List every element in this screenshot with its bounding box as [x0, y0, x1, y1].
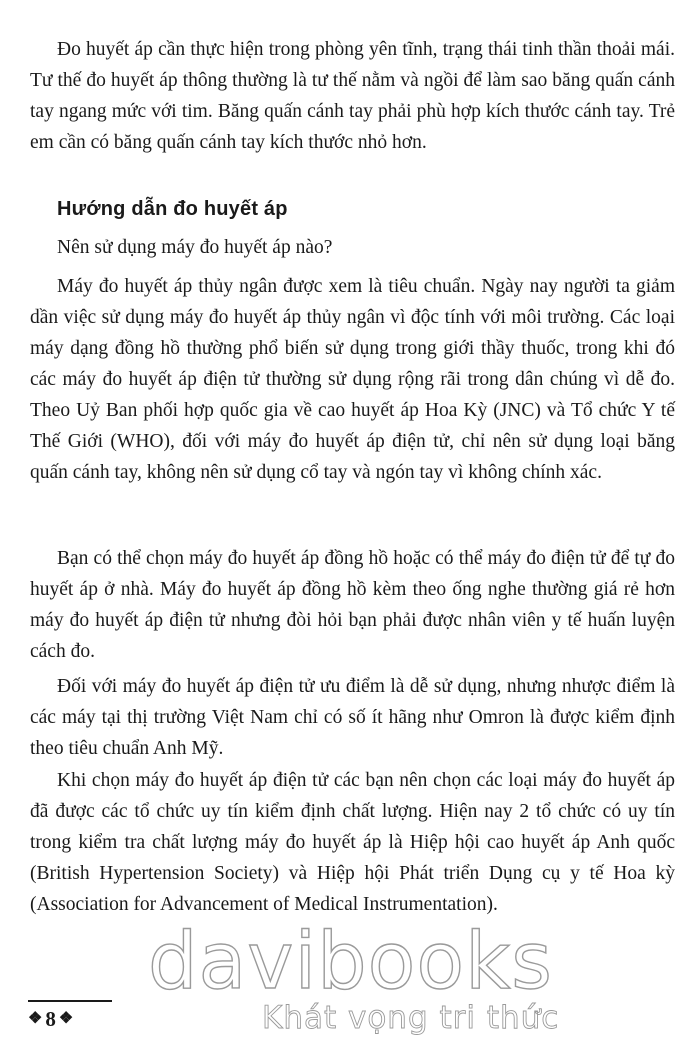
- page-number: 8: [45, 1007, 56, 1031]
- ornament-left-icon: ❖: [28, 1010, 43, 1027]
- ornament-right-icon: ❖: [58, 1010, 74, 1027]
- paragraph-mercury-devices: Máy đo huyết áp thủy ngân được xem là tiêu chuẩn. Ngày nay người ta giảm dần việc sử dụng máy đo huyết áp thủy ngân vì độc tính với môi trường. Các loại máy dạng đồng hồ thường phổ biến sử dụng trong giới thầy thuốc, trong khi đó các máy đo huyết áp điện tử thường sử dụng rộng rãi trong dân chúng vì dễ đo. Theo Uỷ Ban phối hợp quốc gia về cao huyết áp Hoa Kỳ (JNC) và Tổ chức Y tế Thế Giới (WHO), đối với máy đo huyết áp điện tử, chỉ nên sử dụng loại băng quấn cánh tay, không nên sử dụng cổ tay và ngón tay vì không chính xác.: [30, 276, 675, 483]
- section-question: Nên sử dụng máy đo huyết áp nào?: [57, 237, 333, 258]
- section-heading: Hướng dẫn đo huyết áp: [57, 198, 288, 220]
- paragraph-electronic-pros-cons: Đối với máy đo huyết áp điện tử ưu điểm là dễ sử dụng, nhưng nhược điểm là các máy tại thị trường Việt Nam chỉ có số ít hãng như Omron là được kiểm định theo tiêu chuẩn Anh Mỹ.: [30, 676, 675, 759]
- watermark-tagline: Khát vọng tri thức: [262, 1000, 560, 1036]
- paragraph-measurement-conditions: Đo huyết áp cần thực hiện trong phòng yên tĩnh, trạng thái tinh thần thoải mái. Tư thế đo huyết áp thông thường là tư thế nằm và ngồi để làm sao băng quấn cánh tay ngang mức với tim. Băng quấn cánh tay phải phù hợp kích thước cánh tay. Trẻ em cần có băng quấn cánh tay kích thước nhỏ hơn.: [30, 39, 675, 153]
- watermark-brand: davibooks: [148, 917, 553, 1007]
- footer-rule: [28, 1000, 112, 1002]
- paragraph-home-measurement: Bạn có thể chọn máy đo huyết áp đồng hồ hoặc có thể máy đo điện tử để tự đo huyết áp ở nhà. Máy đo huyết áp đồng hồ kèm theo ống nghe thường giá rẻ hơn máy đo huyết áp điện tử nhưng đòi hỏi bạn phải được nhân viên y tế huấn luyện cách đo.: [30, 548, 675, 662]
- paragraph-certification: Khi chọn máy đo huyết áp điện tử các bạn nên chọn các loại máy đo huyết áp đã được các tổ chức uy tín kiểm định chất lượng. Hiện nay 2 tổ chức có uy tín trong kiểm tra chất lượng máy đo huyết áp là Hiệp hội cao huyết áp Anh quốc (British Hypertension Society) và Hiệp hội Phát triển Dụng cụ y tế Hoa kỳ (Association for Advancement of Medical Instrumentation).: [30, 770, 675, 915]
- page-number-block: [28, 1005, 73, 1033]
